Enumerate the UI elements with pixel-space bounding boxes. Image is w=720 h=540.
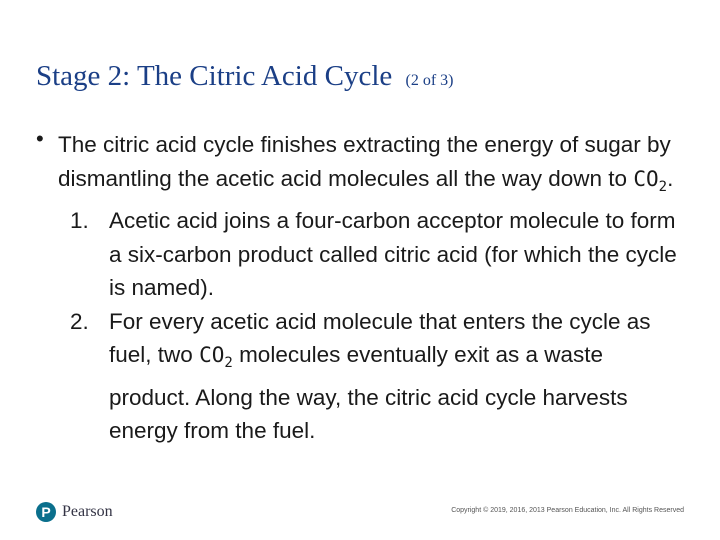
- bullet-text: The citric acid cycle finishes extracting the energy of sugar by dismantling the acetic acid molecules all the way down to: [58, 132, 671, 191]
- co2-formula: [199, 343, 233, 372]
- pearson-logo: [36, 502, 113, 522]
- co2-formula-main: CO: [199, 343, 225, 368]
- bullet-paragraph: [58, 128, 688, 204]
- list-item: [58, 204, 688, 305]
- step-text: For every acetic acid molecule that enters the cycle as fuel, two: [109, 308, 651, 368]
- step-number: 1.: [70, 208, 89, 234]
- step-text-end: molecules eventually exit as a waste product. Along the way, the citric acid cycle harvests energy from the fuel.: [109, 342, 628, 444]
- co2-formula-subscript: 2: [224, 355, 233, 372]
- title-part-indicator: (2 of 3): [405, 72, 454, 89]
- title-main: Stage 2: The Citric Acid Cycle: [36, 60, 393, 92]
- pearson-logo-icon: P: [36, 502, 56, 522]
- pearson-logo-text: Pearson: [62, 503, 113, 520]
- bullet-icon: •: [36, 126, 44, 151]
- step-text: Acetic acid joins a four-carbon acceptor molecule to form a six-carbon product called citric acid (for which the cycle is named).: [109, 208, 677, 301]
- numbered-steps: [58, 204, 688, 448]
- co2-formula-subscript: 2: [658, 178, 668, 195]
- copyright-notice: Copyright © 2019, 2016, 2013 Pearson Education, Inc. All Rights Reserved: [451, 507, 684, 514]
- slide-title: [36, 60, 454, 93]
- step-number: 2.: [70, 308, 89, 334]
- list-item: [58, 305, 688, 448]
- bullet-text-end: .: [667, 165, 674, 191]
- slide-body: [58, 128, 688, 448]
- co2-formula-main: CO: [633, 166, 659, 191]
- co2-formula: [633, 166, 668, 195]
